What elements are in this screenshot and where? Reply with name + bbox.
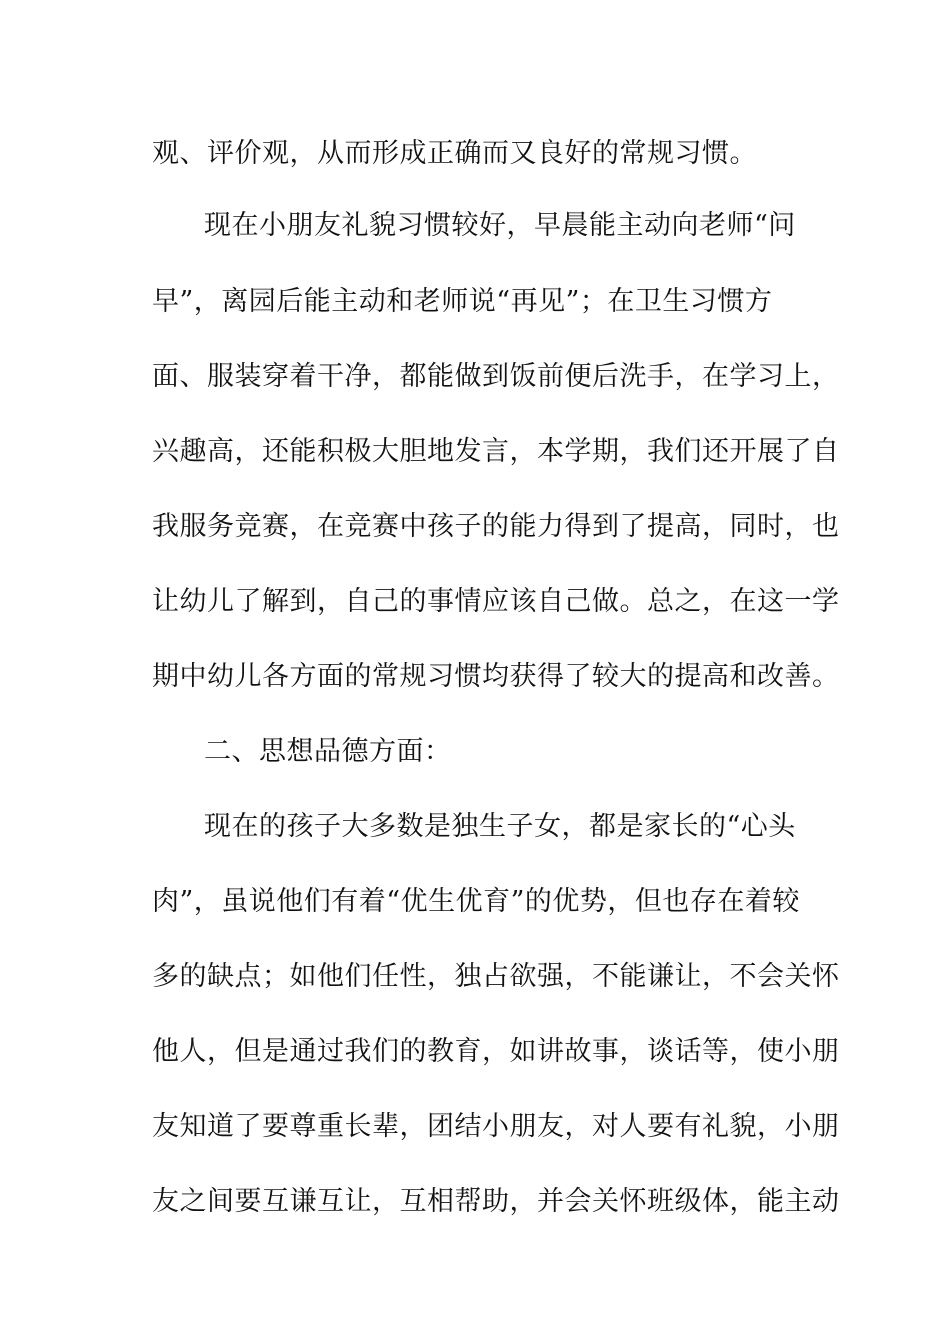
text-line: 友之间要互谦互让，互相帮助，并会关怀班级体，能主动 [152, 1186, 840, 1217]
text-line: 让幼儿了解到，自己的事情应该自己做。总之，在这一学 [152, 586, 840, 617]
text-line: 早”，离园后能主动和老师说“再见”；在卫生习惯方 [152, 286, 773, 317]
text-line: 他人，但是通过我们的教育，如讲故事，谈话等，使小朋 [152, 1036, 840, 1067]
section-heading: 二、思想品德方面： [204, 736, 452, 767]
text-line: 多的缺点；如他们任性，独占欲强，不能谦让，不会关怀 [152, 961, 840, 992]
text-line: 兴趣高，还能积极大胆地发言，本学期，我们还开展了自 [152, 436, 840, 467]
text-line: 肉”，虽说他们有着“优生优育”的优势，但也存在着较 [152, 886, 800, 917]
text-line: 观、评价观，从而形成正确而又良好的常规习惯。 [152, 138, 757, 169]
paragraph-start-line: 现在小朋友礼貌习惯较好，早晨能主动向老师“问 [204, 210, 796, 241]
text-line: 面、服装穿着干净，都能做到饭前便后洗手，在学习上， [152, 361, 840, 392]
text-line: 期中幼儿各方面的常规习惯均获得了较大的提高和改善。 [152, 661, 840, 692]
text-line: 我服务竞赛，在竞赛中孩子的能力得到了提高，同时，也 [152, 511, 840, 542]
text-line: 友知道了要尊重长辈，团结小朋友，对人要有礼貌，小朋 [152, 1111, 840, 1142]
paragraph-start-line: 现在的孩子大多数是独生子女，都是家长的“心头 [204, 811, 796, 842]
